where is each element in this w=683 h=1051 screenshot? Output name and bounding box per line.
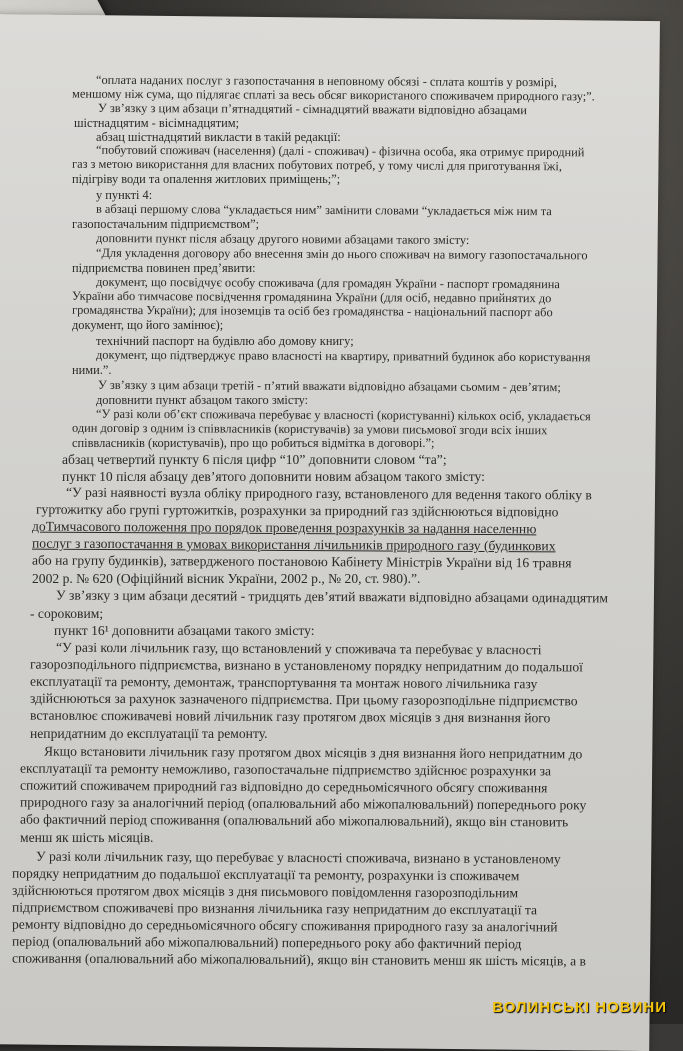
text-line: встановлює споживачеві новий лічильник газу протягом двох місяців з дня визнання його <box>29 707 551 726</box>
text-line: документ, що його замінює); <box>72 318 224 332</box>
text-line: меншому ніж сума, що підлягає сплаті за весь обсяг використаного споживачем природного газу;”. <box>71 86 595 104</box>
text-line: споживання (опалювальний або міжопалювальний), якщо він становить менш як шість місяців, а в <box>11 950 587 969</box>
text-line: природного газу за аналогічний період (опалювальний або міжопалювальний) попереднього року <box>19 794 587 813</box>
text-line: доТимчасового положення про порядок проведення розрахунків за надання населенню <box>31 518 537 537</box>
text-line: У зв’язку з цим абзаци п’ятнадцятий - сімнадцятий вважати відповідно абзацами <box>97 100 527 118</box>
text-line: “У разі коли об’єкт споживача перебуває у власності (користуванні) кількох осіб, укладається <box>95 406 591 424</box>
text-line: “Для укладення договору або внесення змін до нього споживач на вимогу газопостачального <box>95 245 588 263</box>
text-line: ними.”. <box>72 363 112 377</box>
text-line: один договір з одним із співвласників (користувачів) за умови письмової згоди всіх інших <box>71 420 548 438</box>
text-line: доповнити пункт абзацом такого змісту: <box>96 393 309 407</box>
text-line: “побутовий споживач (населення) (далі - споживач) - фізична особа, яка отримує природний <box>95 142 585 160</box>
text-line: документ, що посвідчує особу споживача (для громадян України - паспорт громадянина <box>95 274 560 292</box>
text-line: шістнадцятим - вісімнадцятим; <box>74 116 240 130</box>
text-line: здійснюються протягом двох місяців з дня письмового повідомлення газорозподільним <box>11 882 519 901</box>
text-line: експлуатації та ремонту, демонтаж, транспортування та монтаж нового лічильника газу <box>29 673 538 692</box>
text-line: пункт 10 після абзацу дев’ятого доповнити новим абзацом такого змісту: <box>62 469 485 484</box>
text-line: Якщо встановити лічильник газу протягом двох місяців з дня визнання його непридатним до <box>43 743 583 762</box>
text-line: У зв’язку з цим абзаци третій - п’ятий вважати відповідно абзацами сьомим - дев’ятим; <box>97 377 561 395</box>
text-line: період (опалювальний або міжопалювальний) попереднього року або фактичний період <box>11 933 522 952</box>
text-line: “оплата наданих послуг з газопостачання в неповному обсязі - сплата коштів у розмірі, <box>95 72 558 90</box>
text-line: співвласників (користувачів), про що робиться відмітка в договорі.”; <box>72 436 435 450</box>
text-line: порядку непридатним до подальшої експлуатації та ремонту, розрахунки із споживачем <box>11 865 520 884</box>
text-line: 2002 р. № 620 (Офіційний вісник України, 2002 р., № 20, ст. 980).”. <box>32 571 421 586</box>
text-line: “У разі коли лічильник газу, що встановлений у споживача та перебуває у власності <box>55 639 542 658</box>
text-line: ремонту відповідно до середньомісячного обсягу споживання природного газу за аналогічний <box>11 916 558 935</box>
text-line: абзац четвертий пункту 6 після цифр “10” доповнити словом “та”; <box>62 452 447 467</box>
text-line: послуг з газопостачання в умовах використання лічильників природного газу (будинкових <box>31 535 556 554</box>
watermark-logo: ВОЛИНСЬКІ НОВИНИ <box>492 999 667 1016</box>
text-line: технічний паспорт на будівлю або домову книгу; <box>96 334 354 348</box>
text-line: підігріву води та опалення житлових приміщень;”; <box>72 172 341 186</box>
text-line: гуртожитку або групі гуртожитків, розрахунки за природний газ здійснюються відповідно <box>35 501 559 520</box>
text-line: непридатним до експлуатації та ремонту. <box>30 726 268 741</box>
text-line: - сороковим; <box>30 606 104 621</box>
text-line: підприємством споживачеві про визнання лічильника газу непридатним до експлуатації та <box>11 899 538 918</box>
text-line: громадянства України); для іноземців та осіб без громадянства - національний паспорт або <box>71 302 553 320</box>
text-line: спожитий споживачем природний газ відповідно до середньомісячного обсягу споживання <box>19 777 548 796</box>
text-line: пункт 16¹ доповнити абзацами такого змісту: <box>54 623 315 638</box>
text-line: документ, що підтверджує право власності на квартиру, приватний будинок або користування <box>95 347 591 365</box>
text-line: газопостачальним підприємством”; <box>72 217 260 231</box>
text-line: газорозподільного підприємства, визнано в установленому порядку непридатним до подальшої <box>29 656 584 675</box>
text-line: в абзаці першому слова “укладається ним” замінити словами “укладається між ним та <box>95 201 552 219</box>
text-line: У разі коли лічильник газу, що перебуває у власності споживача, визнано в установленому <box>35 848 561 867</box>
text-line: газ з метою використання для власних побутових потреб, у тому числі для приготування їжі, <box>71 156 562 174</box>
text-line: менш як шість місяців. <box>20 830 154 845</box>
text-line: доповнити пункт після абзацу другого новими абзацами такого змісту: <box>95 231 470 247</box>
text-line: або фактичний період споживання (опалювальний або міжопалювальний), якщо він становить <box>19 811 569 830</box>
text-line: України або тимчасове посвідчення громадянина України (для осіб, недавно прийнятих до <box>71 288 552 306</box>
text-line: у пункті 4: <box>96 188 153 202</box>
text-line: підприємства повинен пред’явити: <box>72 261 256 275</box>
text-line: “У разі наявності вузла обліку природного газу, встановленого для ведення такого обліку в <box>65 484 592 503</box>
text-line: експлуатації та ремонту неможливо, газопостачальне підприємство здійснює розрахунки за <box>19 760 552 779</box>
text-line: У зв’язку з цим абзаци десятий - тридцять дев’ятий вважати відповідно абзацами одинадцятим <box>55 587 609 606</box>
text-line: абзац шістнадцятий викласти в такій редакції: <box>96 130 341 144</box>
text-line: здійснюються за рахунок зазначеного підприємства. При цьому газорозподільне підприємство <box>29 690 578 709</box>
text-line: або на групу будинків), затвердженого постановою Кабінету Міністрів України від 16 травня <box>31 552 572 571</box>
